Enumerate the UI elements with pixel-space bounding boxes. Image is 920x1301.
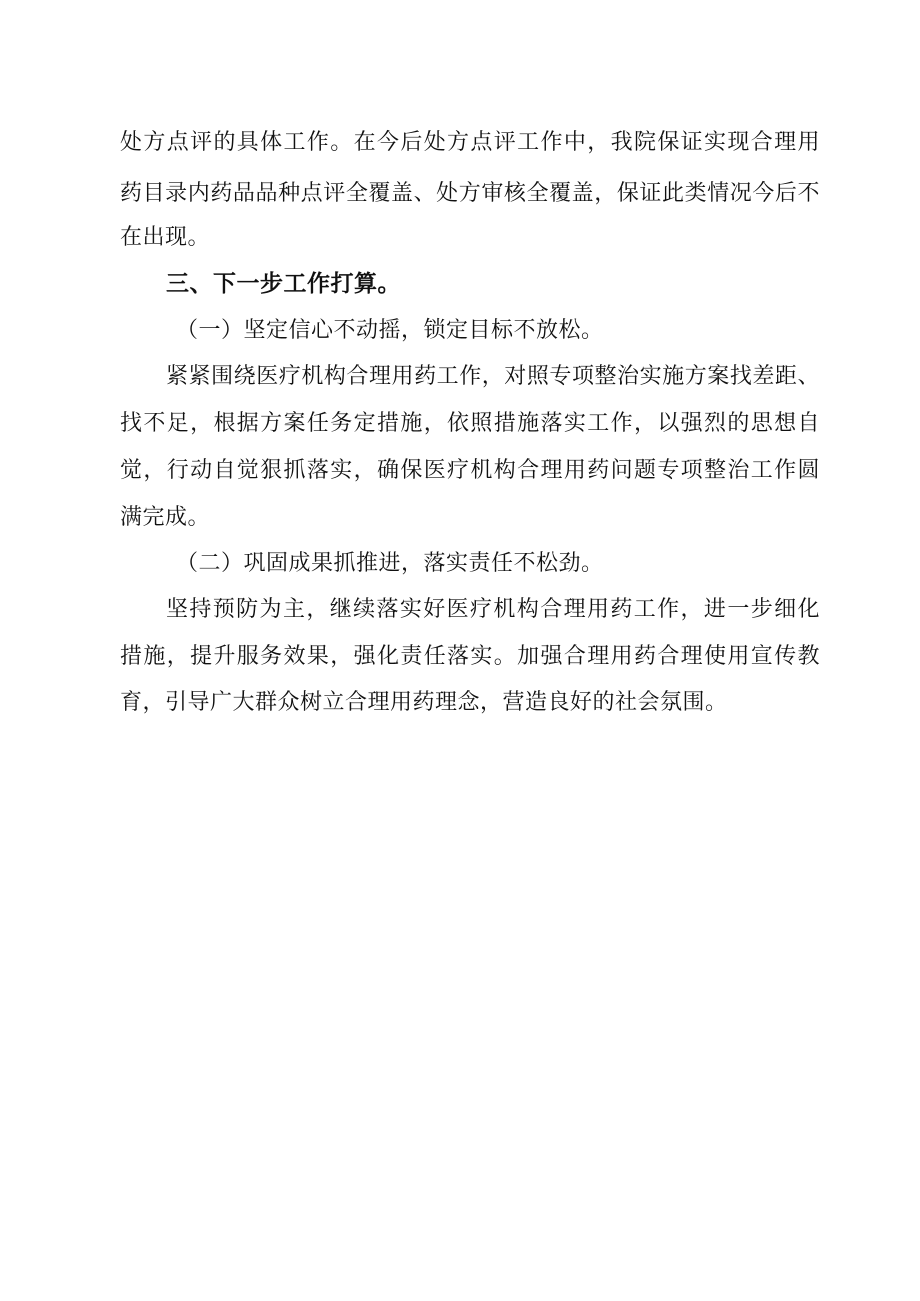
section-heading: 三、下一步工作打算。 xyxy=(166,271,401,297)
paragraph-line: 满完成。 xyxy=(120,505,211,530)
subsection-title: （二）巩固成果抓推进，落实责任不松劲。 xyxy=(176,551,604,576)
paragraph-line: 找不足，根据方案任务定措施，依照措施落实工作，以强烈的思想自 xyxy=(120,411,820,436)
paragraph-line: 在出现。 xyxy=(120,225,211,250)
paragraph-line: 措施，提升服务效果，强化责任落实。加强合理用药合理使用宣传教 xyxy=(120,644,820,669)
paragraph-line: 药目录内药品品种点评全覆盖、处方审核全覆盖，保证此类情况今后不 xyxy=(120,181,820,206)
paragraph-line: 育，引导广大群众树立合理用药理念，营造良好的社会氛围。 xyxy=(120,690,728,715)
paragraph-line: 觉，行动自觉狠抓落实，确保医疗机构合理用药问题专项整治工作圆 xyxy=(120,458,820,483)
paragraph-line: 坚持预防为主，继续落实好医疗机构合理用药工作，进一步细化 xyxy=(166,597,820,622)
subsection-title: （一）坚定信心不动摇，锁定目标不放松。 xyxy=(176,318,604,343)
paragraph-line: 紧紧围绕医疗机构合理用药工作，对照专项整治实施方案找差距、 xyxy=(166,364,820,389)
paragraph-line: 处方点评的具体工作。在今后处方点评工作中，我院保证实现合理用 xyxy=(120,130,820,155)
